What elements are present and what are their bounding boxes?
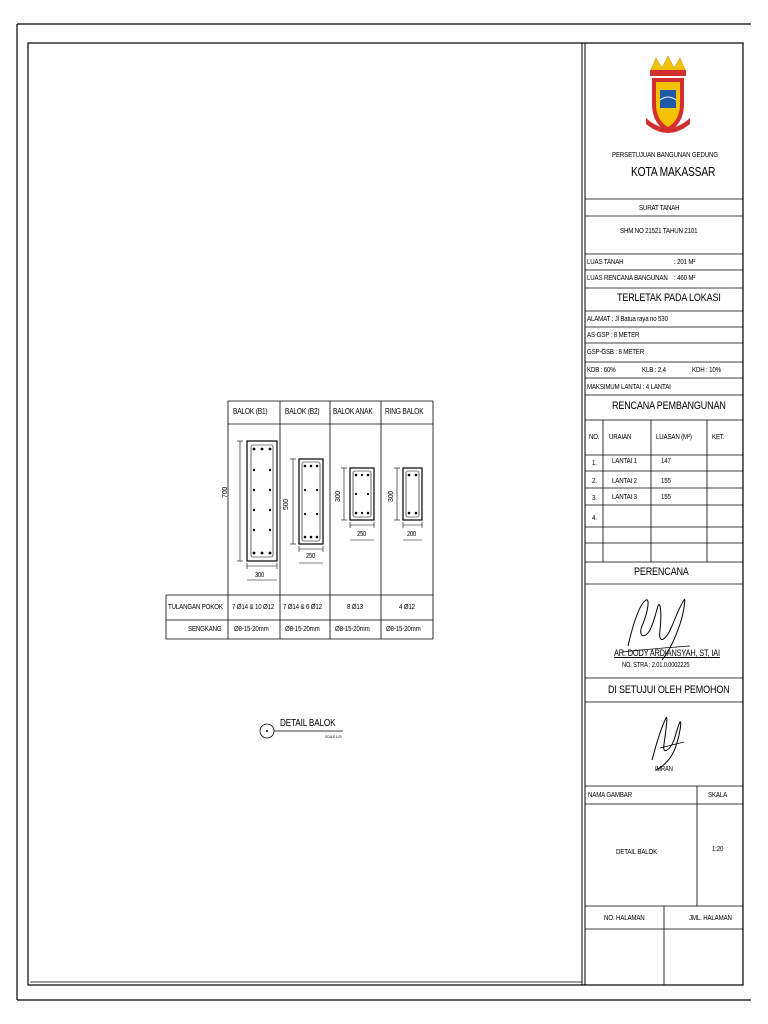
balok-anak-stirrup: Ø8-15-20mm	[335, 624, 370, 633]
ring-balok-stirrup: Ø8-15-20mm	[386, 624, 421, 633]
drawing-name-value: DETAIL BALOK	[616, 847, 658, 856]
b2-main-rebar: 7 Ø14 & 6 Ø12	[283, 602, 322, 611]
drawing-name-label: NAMA GAMBAR	[588, 790, 632, 799]
planner-header: PERENCANA	[634, 566, 689, 578]
land-area-value: : 201 M²	[674, 257, 696, 266]
b1-width-dim: 300	[255, 572, 265, 579]
ring-balok-width-dim: 200	[407, 531, 417, 538]
plan-row-no: 2.	[592, 476, 597, 485]
b1-height-dim: 700	[222, 486, 229, 498]
ring-balok-main-rebar: 4 Ø12	[399, 602, 415, 611]
beam-header-ring-balok: RING BALOK	[385, 407, 424, 416]
beam-header-b1: BALOK (B1)	[233, 407, 268, 416]
b2-stirrup: Ø8-15-20mm	[285, 624, 320, 633]
plan-row-no: 3.	[592, 493, 597, 502]
detail-title: DETAIL BALOK	[280, 718, 336, 729]
kdb-value: KDB : 60%	[587, 365, 616, 374]
row-label-main-rebar: TULANGAN POKOK	[168, 602, 223, 611]
beam-header-balok-anak: BALOK ANAK	[333, 407, 373, 416]
plan-row-uraian: LANTAI 3	[612, 492, 637, 501]
address: ALAMAT : Jl Batua raya no 530	[587, 314, 668, 323]
balok-anak-width-dim: 250	[357, 531, 367, 538]
land-area-label: LUAS TANAH	[587, 257, 624, 266]
b2-width-dim: 250	[306, 553, 316, 560]
as-gsp: AS-GSP : 8 METER	[587, 330, 640, 339]
beam-header-b2: BALOK (B2)	[285, 407, 320, 416]
detail-scale: SCALE 1:20	[325, 734, 342, 739]
plan-row-luasan: 155	[661, 476, 671, 485]
scale-value: 1:20	[712, 844, 724, 853]
building-area-label: LUAS RENCANA BANGUNAN	[587, 273, 668, 282]
plan-header: RENCANA PEMBANGUNAN	[612, 400, 726, 412]
city-name: KOTA MAKASSAR	[631, 165, 716, 179]
plan-col-luasan: LUASAN (M²)	[656, 432, 692, 441]
b1-stirrup: Ø8-15-20mm	[234, 624, 269, 633]
plan-row-luasan: 155	[661, 492, 671, 501]
page-number-label: NO. HALAMAN	[604, 913, 645, 922]
scale-label: SKALA	[708, 790, 728, 799]
plan-row-no: 4.	[592, 513, 597, 522]
ring-balok-height-dim: 300	[388, 490, 395, 502]
planner-name: AR. DODY ARDIANSYAH, ST, IAI	[614, 648, 720, 658]
planner-stra: NO. STRA : 2.01.0.0002225	[622, 662, 690, 669]
balok-anak-main-rebar: 8 Ø13	[347, 602, 363, 611]
plan-row-no: 1.	[592, 458, 597, 467]
kdh-value: KDH : 10%	[692, 365, 721, 374]
b2-height-dim: 500	[283, 498, 290, 510]
page-total-label: JML. HALAMAN	[689, 913, 732, 922]
land-cert-header: SURAT TANAH	[639, 203, 680, 212]
applicant-name: IMRAN	[655, 766, 673, 773]
row-label-stirrup: SENGKANG	[188, 624, 222, 633]
plan-row-uraian: LANTAI 1	[612, 456, 637, 465]
max-floors: MAKSIMUM LANTAI : 4 LANTAI	[587, 382, 671, 391]
land-cert-number: SHM NO 21521 TAHUN 2101	[620, 226, 698, 235]
gsp-gsb: GSP-GSB : 8 METER	[587, 347, 645, 356]
applicant-header: DI SETUJUI OLEH PEMOHON	[608, 684, 730, 696]
b1-main-rebar: 7 Ø14 & 10 Ø12	[232, 602, 275, 611]
plan-row-luasan: 147	[661, 456, 671, 465]
klb-value: KLB : 2,4	[642, 365, 666, 374]
plan-col-no: NO.	[589, 432, 600, 441]
plan-col-ket: KET.	[712, 432, 725, 441]
balok-anak-height-dim: 300	[335, 490, 342, 502]
building-area-value: : 460 M²	[674, 273, 696, 282]
plan-col-uraian: URAIAN	[609, 432, 632, 441]
location-header: TERLETAK PADA LOKASI	[617, 292, 721, 304]
approval-title: PERSETUJUAN BANGUNAN GEDUNG	[612, 150, 718, 159]
plan-row-uraian: LANTAI 2	[612, 476, 637, 485]
